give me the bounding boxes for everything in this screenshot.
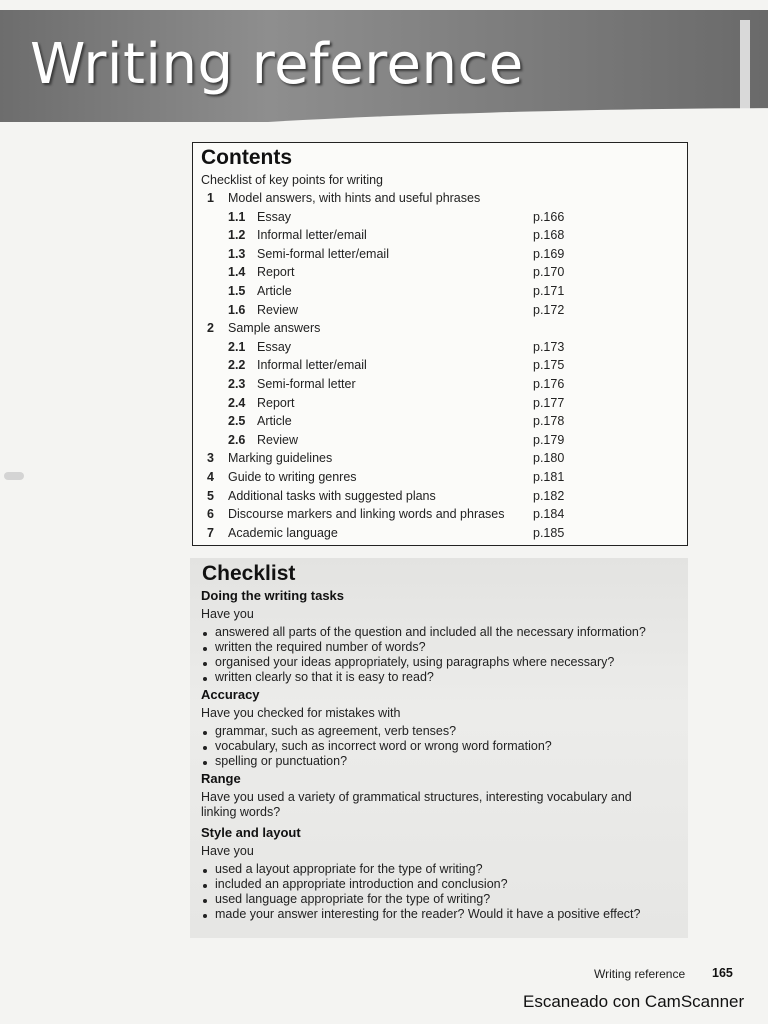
toc-row: [193, 489, 687, 507]
toc-row: [193, 358, 687, 376]
toc-row: [193, 321, 687, 339]
toc-number: 4: [207, 470, 214, 484]
toc-row: [193, 414, 687, 432]
toc-page: p.180: [533, 451, 565, 466]
contents-heading: Contents: [201, 146, 292, 169]
toc-page: p.173: [533, 339, 565, 354]
toc-label: Report: [257, 265, 295, 280]
toc-page: p.177: [533, 395, 565, 410]
toc-label: Article: [257, 414, 292, 429]
page-number: 165: [712, 966, 733, 980]
checklist-bullet-item: organised your ideas appropriately, using paragraphs where necessary?: [215, 655, 615, 669]
bullet-icon: [203, 662, 207, 666]
toc-page: p.182: [533, 488, 565, 503]
page-title: Writing reference: [30, 32, 524, 97]
title-banner: [0, 10, 768, 122]
checklist-bullet-item: grammar, such as agreement, verb tenses?: [215, 724, 457, 738]
toc-page: p.179: [533, 432, 565, 447]
toc-label: Semi-formal letter/email: [257, 246, 389, 261]
checklist-section-heading: Accuracy: [201, 687, 260, 702]
toc-row: [193, 507, 687, 525]
toc-row: [193, 451, 687, 469]
toc-number: 2.4: [228, 395, 246, 410]
toc-label: Sample answers: [228, 321, 321, 336]
toc-row: [193, 284, 687, 302]
bullet-icon: [203, 677, 207, 681]
toc-page: p.184: [533, 507, 565, 522]
toc-page: p.185: [533, 525, 565, 540]
toc-page: p.176: [533, 377, 565, 391]
toc-label: Model answers, with hints and useful phrases: [228, 191, 481, 205]
toc-number: 2.1: [228, 339, 246, 354]
toc-row: [193, 340, 687, 358]
checklist-bullet-item: used a layout appropriate for the type of writing?: [215, 862, 483, 876]
toc-page: p.166: [533, 209, 565, 224]
toc-row: [193, 191, 687, 209]
toc-number: 2.3: [228, 377, 246, 391]
toc-number: 1.2: [228, 228, 246, 243]
checklist-bullet-item: made your answer interesting for the reader? Would it have a positive effect?: [215, 907, 641, 921]
toc-number: 1: [207, 191, 214, 205]
toc-number: 2.2: [228, 358, 246, 373]
toc-page: p.175: [533, 358, 565, 373]
checklist-bullet-item: written the required number of words?: [215, 640, 426, 654]
checklist-section-heading: Range: [201, 771, 241, 786]
toc-label: Marking guidelines: [228, 451, 333, 466]
toc-number: 5: [207, 488, 214, 503]
toc-row: [193, 247, 687, 265]
toc-label: Essay: [257, 339, 292, 354]
toc-label: Additional tasks with suggested plans: [228, 488, 436, 503]
checklist-bullet-item: written clearly so that it is easy to read?: [215, 670, 434, 684]
toc-row: [193, 433, 687, 451]
checklist-bullet-item: answered all parts of the question and included all the necessary information?: [215, 625, 646, 639]
toc-number: 1.5: [228, 284, 246, 298]
toc-number: 2: [207, 321, 214, 336]
toc-label: Discourse markers and linking words and phrases: [228, 507, 505, 522]
toc-number: 1.1: [228, 209, 246, 224]
toc-number: 1.3: [228, 246, 246, 261]
bullet-icon: [203, 884, 207, 888]
toc-row: [193, 228, 687, 246]
checklist-bullet-item: used language appropriate for the type of writing?: [215, 892, 491, 906]
toc-row: [193, 377, 687, 395]
toc-number: 1.6: [228, 302, 246, 317]
toc-page: p.171: [533, 284, 565, 298]
contents-box: [192, 142, 688, 546]
checklist-text: Have you: [201, 843, 254, 858]
toc-row: [193, 396, 687, 414]
toc-number: 3: [207, 451, 214, 466]
bullet-icon: [203, 869, 207, 873]
checklist-text: Have you used a variety of grammatical structures, interesting vocabulary and: [201, 789, 632, 804]
toc-label: Review: [257, 432, 298, 447]
bullet-icon: [203, 647, 207, 651]
checklist-bullet-item: included an appropriate introduction and conclusion?: [215, 877, 508, 891]
toc-row: [193, 210, 687, 228]
bullet-icon: [203, 914, 207, 918]
toc-label: Report: [257, 395, 295, 410]
toc-label: Review: [257, 302, 298, 317]
toc-page: p.172: [533, 302, 565, 317]
checklist-bullet-item: vocabulary, such as incorrect word or wrong word formation?: [215, 739, 552, 753]
toc-number: 1.4: [228, 265, 246, 280]
toc-label: Essay: [257, 209, 292, 224]
toc-page: p.178: [533, 414, 565, 429]
checklist-bullet-item: spelling or punctuation?: [215, 754, 348, 768]
toc-label: Informal letter/email: [257, 358, 367, 373]
contents-subheading: Checklist of key points for writing: [201, 173, 384, 187]
banner-edge: [740, 20, 750, 120]
bullet-icon: [203, 632, 207, 636]
toc-row: [193, 265, 687, 283]
checklist-section-heading: Style and layout: [201, 825, 301, 840]
scan-smudge: [4, 472, 24, 480]
toc-label: Academic language: [228, 525, 338, 540]
toc-number: 6: [207, 507, 214, 522]
bullet-icon: [203, 746, 207, 750]
toc-label: Semi-formal letter: [257, 377, 356, 391]
checklist-text: linking words?: [201, 804, 281, 819]
toc-page: p.181: [533, 470, 565, 484]
checklist-heading: Checklist: [202, 562, 296, 585]
toc-row: [193, 303, 687, 321]
toc-label: Guide to writing genres: [228, 470, 357, 484]
toc-row: [193, 526, 687, 544]
footer-label: Writing reference: [594, 967, 686, 981]
toc-row: [193, 470, 687, 488]
scanner-watermark: Escaneado con CamScanner: [523, 992, 745, 1011]
toc-label: Article: [257, 284, 292, 298]
bullet-icon: [203, 761, 207, 765]
checklist-text: Have you: [201, 606, 254, 621]
toc-page: p.169: [533, 246, 565, 261]
toc-number: 2.5: [228, 414, 246, 429]
toc-page: p.168: [533, 228, 565, 243]
checklist-section-heading: Doing the writing tasks: [201, 588, 345, 603]
toc-label: Informal letter/email: [257, 228, 367, 243]
toc-page: p.170: [533, 265, 565, 280]
toc-number: 2.6: [228, 432, 246, 447]
toc-number: 7: [207, 525, 214, 540]
checklist-text: Have you checked for mistakes with: [201, 705, 401, 720]
checklist-box: [190, 558, 688, 938]
bullet-icon: [203, 731, 207, 735]
bullet-icon: [203, 899, 207, 903]
